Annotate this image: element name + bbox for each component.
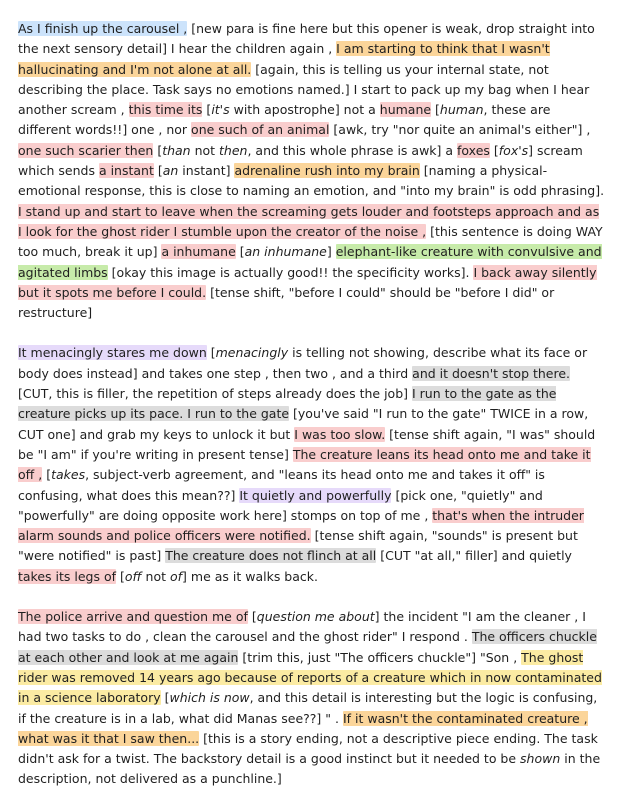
comment-text: , and this whole phrase is awk] a — [247, 142, 458, 158]
comment-text: [ — [206, 345, 216, 361]
emphasis-text: menacingly — [215, 345, 289, 361]
comment-text: not — [141, 568, 170, 584]
highlight-orange: If it wasn't the contaminated creature , what was it that I saw then... — [18, 710, 588, 746]
emphasis-text: than — [162, 142, 191, 158]
emphasis-text: it's — [211, 102, 230, 118]
highlight-red: a instant — [98, 163, 154, 179]
highlight-red: humane — [379, 102, 432, 118]
highlight-purple: It quietly and powerfully — [239, 487, 392, 503]
emphasis-text: off — [124, 568, 142, 584]
paragraph-1 — [18, 19, 606, 323]
highlight-red: this time its — [128, 102, 203, 118]
highlight-gray: The creature does not flinch at all — [165, 548, 377, 564]
comment-text: [awk, try "nor quite an animal's either"] , — [329, 122, 591, 138]
comment-text: with apostrophe] not a — [229, 102, 380, 118]
highlight-gray: I run to the gate as the creature picks up its pace. I run to the gate — [18, 386, 557, 422]
comment-text: [tense shift again, "I was" should be "I am" if you're writing in present tense] — [18, 426, 596, 462]
emphasis-text: fox's — [498, 142, 529, 158]
paragraph-3 — [18, 607, 606, 790]
highlight-gray: The officers chuckle at each other and look at me again — [18, 629, 597, 665]
comment-text: [ — [202, 102, 212, 118]
emphasis-text: shown — [520, 751, 561, 767]
comment-text: not — [190, 142, 220, 158]
comment-text: ] the incident "I am the cleaner , I had two tasks to do , clean the carousel and the ghost rider" I respond . — [18, 609, 586, 645]
comment-text: ] me as it walks back. — [182, 568, 318, 584]
highlight-orange: I am starting to think that I wasn't hallucinating and I'm not alone at all. — [18, 41, 550, 77]
comment-text: is telling not showing, describe what its face or body does instead] and takes one step , then two , and a third — [18, 345, 588, 381]
emphasis-text: an — [162, 163, 179, 179]
highlight-green: elephant-like creature with convulsive and agitated limbs — [18, 244, 602, 280]
comment-text: [ — [489, 142, 499, 158]
emphasis-text: an inhumane — [244, 244, 327, 260]
highlight-red: a inhumane — [161, 244, 236, 260]
highlight-purple: It menacingly stares me down — [18, 345, 207, 361]
comment-text: , subject-verb agreement, and "leans its head onto me and takes it off" is confusing, what does this mean??] — [18, 467, 545, 503]
highlight-red: foxes — [457, 142, 490, 158]
comment-text: [CUT "at all," filler] and quietly — [376, 548, 572, 564]
comment-text: instant] — [178, 163, 235, 179]
highlight-red: I was too slow. — [294, 426, 386, 442]
comment-text: , and this detail is interesting but the logic is confusing, if the creature is in a lab, what did Manas see??] " . — [18, 690, 598, 726]
comment-text: [this is a story ending, not a descriptive piece ending. The task didn't ask for a twist. The backstory detail is a good instinct but it needed to be — [18, 730, 598, 767]
comment-text: in the description, not delivered as a punchline.] — [18, 751, 601, 787]
highlight-yellow: The ghost rider was removed 14 years ago because of reports of a creature which in now contaminated in a science laboratory — [18, 649, 602, 706]
highlight-red: takes its legs of — [18, 568, 117, 584]
emphasis-text: which is now — [169, 690, 250, 706]
comment-text: [ — [153, 163, 163, 179]
comment-text: [ — [42, 467, 52, 483]
comment-text: [naming a physical-emotional response, this is close to naming an emotion, and "into my brain" is odd phrasing]. — [18, 163, 605, 199]
highlight-gray: and it doesn't stop there. — [412, 365, 571, 381]
comment-text: [pick one, "quietly" and "powerfully" are doing opposite work here] stomps on top of me , — [18, 487, 543, 523]
comment-text: [ — [247, 609, 257, 625]
comment-text: [okay this image is actually good!! the specificity works]. — [107, 264, 474, 280]
highlight-orange: adrenaline rush into my brain — [234, 163, 420, 179]
paragraph-2 — [18, 343, 606, 587]
comment-text: [again, this is telling us your internal state, not describing the place. Task says no emotions named.] I start to pack up my bag when I hear another scream , — [18, 61, 590, 118]
highlight-red: I back away silently but it spots me before I could. — [18, 264, 597, 300]
comment-text: , these are different words!!] one , nor — [18, 102, 551, 138]
comment-text: [you've said "I run to the gate" TWICE in a row, CUT one] and grab my keys to unlock it but — [18, 406, 589, 442]
highlight-red: I stand up and start to leave when the screaming gets louder and footsteps approach and as I look for the ghost rider I stumble upon the creator of the noise , — [18, 203, 600, 239]
highlight-red: The creature leans its head onto me and take it off , — [18, 446, 591, 483]
comment-text: [ — [153, 142, 163, 158]
comment-text: [ — [235, 244, 245, 260]
highlight-red: that's when the intruder alarm sounds and police officers were notified. — [18, 507, 584, 544]
comment-text: ] — [326, 244, 336, 260]
comment-text: [ — [431, 102, 440, 118]
comment-text: [this sentence is doing WAY too much, break it up] — [18, 223, 603, 260]
emphasis-text: then — [219, 142, 248, 158]
highlight-red: one such scarier then — [18, 142, 154, 158]
comment-text: [new para is fine here but this opener is weak, drop straight into the next sensory detail] I hear the children again , — [18, 21, 595, 57]
comment-text: [tense shift again, "sounds" is present but "were notified" is past] — [18, 528, 578, 564]
comment-text: ] scream which sends — [18, 142, 583, 179]
highlight-red: one such of an animal — [191, 122, 330, 138]
highlight-red: The police arrive and question me of — [18, 609, 248, 625]
emphasis-text: human — [439, 102, 484, 118]
comment-text: [trim this, just "The officers chuckle"] "Son , — [238, 649, 522, 665]
emphasis-text: of — [169, 568, 183, 584]
comment-text: [CUT, this is filler, the repetition of steps already does the job] — [18, 386, 412, 402]
emphasis-text: takes — [51, 467, 86, 483]
comment-text: [tense shift, "before I could" should be "before I did" or restructure] — [18, 284, 555, 321]
emphasis-text: question me about — [256, 609, 375, 625]
highlight-blue: As I finish up the carousel , — [18, 21, 188, 36]
comment-text: [ — [116, 568, 125, 584]
comment-text: [ — [160, 690, 170, 706]
